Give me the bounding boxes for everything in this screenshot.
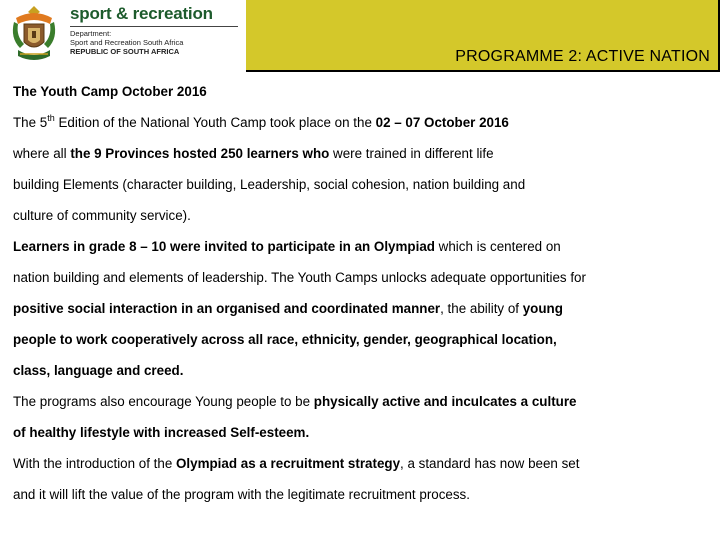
text-run: , a standard has now been set (400, 456, 580, 471)
brand-dept-label: Department: (70, 29, 112, 38)
text-run: where all (13, 146, 71, 161)
coat-of-arms-icon (6, 4, 62, 66)
brand-divider (70, 26, 238, 27)
logo-area (0, 0, 246, 72)
text-run: were trained in different life (329, 146, 494, 161)
bold-run: Olympiad as a recruitment strategy (176, 456, 401, 471)
paragraph-1-line-2 (13, 138, 713, 169)
page-title: PROGRAMME 2: ACTIVE NATION (455, 48, 710, 65)
text-run: With the introduction of the (13, 456, 177, 471)
body-text (13, 76, 713, 510)
paragraph-1-line-3: building Elements (character building, Leadership, social cohesion, nation building and (13, 177, 526, 192)
section-heading: The Youth Camp October 2016 (13, 84, 207, 99)
title-box (246, 0, 720, 72)
bold-run: young (522, 301, 563, 316)
paragraph-2-line-3 (13, 293, 713, 324)
text-run: , the ability of (440, 301, 523, 316)
bold-run: Learners in grade 8 – 10 were invited to participate in an Olympiad (13, 239, 435, 254)
paragraph-2-line-5: class, language and creed. (13, 363, 184, 378)
bold-run: 02 – 07 October 2016 (375, 115, 509, 130)
paragraph-3-line-1 (13, 386, 713, 417)
superscript: th (47, 113, 55, 123)
paragraph-2-line-2: nation building and elements of leadership. The Youth Camps unlocks adequate opportunities for (13, 270, 586, 285)
paragraph-4-line-2: and it will lift the value of the program with the legitimate recruitment process. (13, 487, 470, 502)
paragraph-2-line-1 (13, 231, 713, 262)
text-run: Edition of the National Youth Camp took place on the (54, 115, 376, 130)
paragraph-3-line-2: of healthy lifestyle with increased Self-esteem. (13, 425, 310, 440)
brand-country: REPUBLIC OF SOUTH AFRICA (70, 47, 180, 56)
paragraph-1-line-1 (13, 107, 713, 138)
paragraph-1-line-4: culture of community service). (13, 208, 191, 223)
paragraph-2-line-4: people to work cooperatively across all race, ethnicity, gender, geographical location, (13, 332, 557, 347)
text-run: The 5 (13, 115, 48, 130)
text-run: The programs also encourage Young people to be (13, 394, 314, 409)
text-run: which is centered on (434, 239, 561, 254)
brand-dept-name: Sport and Recreation South Africa (70, 38, 184, 47)
brand-block (70, 4, 246, 56)
bold-run: physically active and inculcates a culture (313, 394, 577, 409)
header (0, 0, 720, 72)
paragraph-4-line-1 (13, 448, 713, 479)
brand-name: sport & recreation (70, 4, 213, 23)
bold-run: positive social interaction in an organised and coordinated manner (13, 301, 441, 316)
bold-run: the 9 Provinces hosted 250 learners who (70, 146, 330, 161)
